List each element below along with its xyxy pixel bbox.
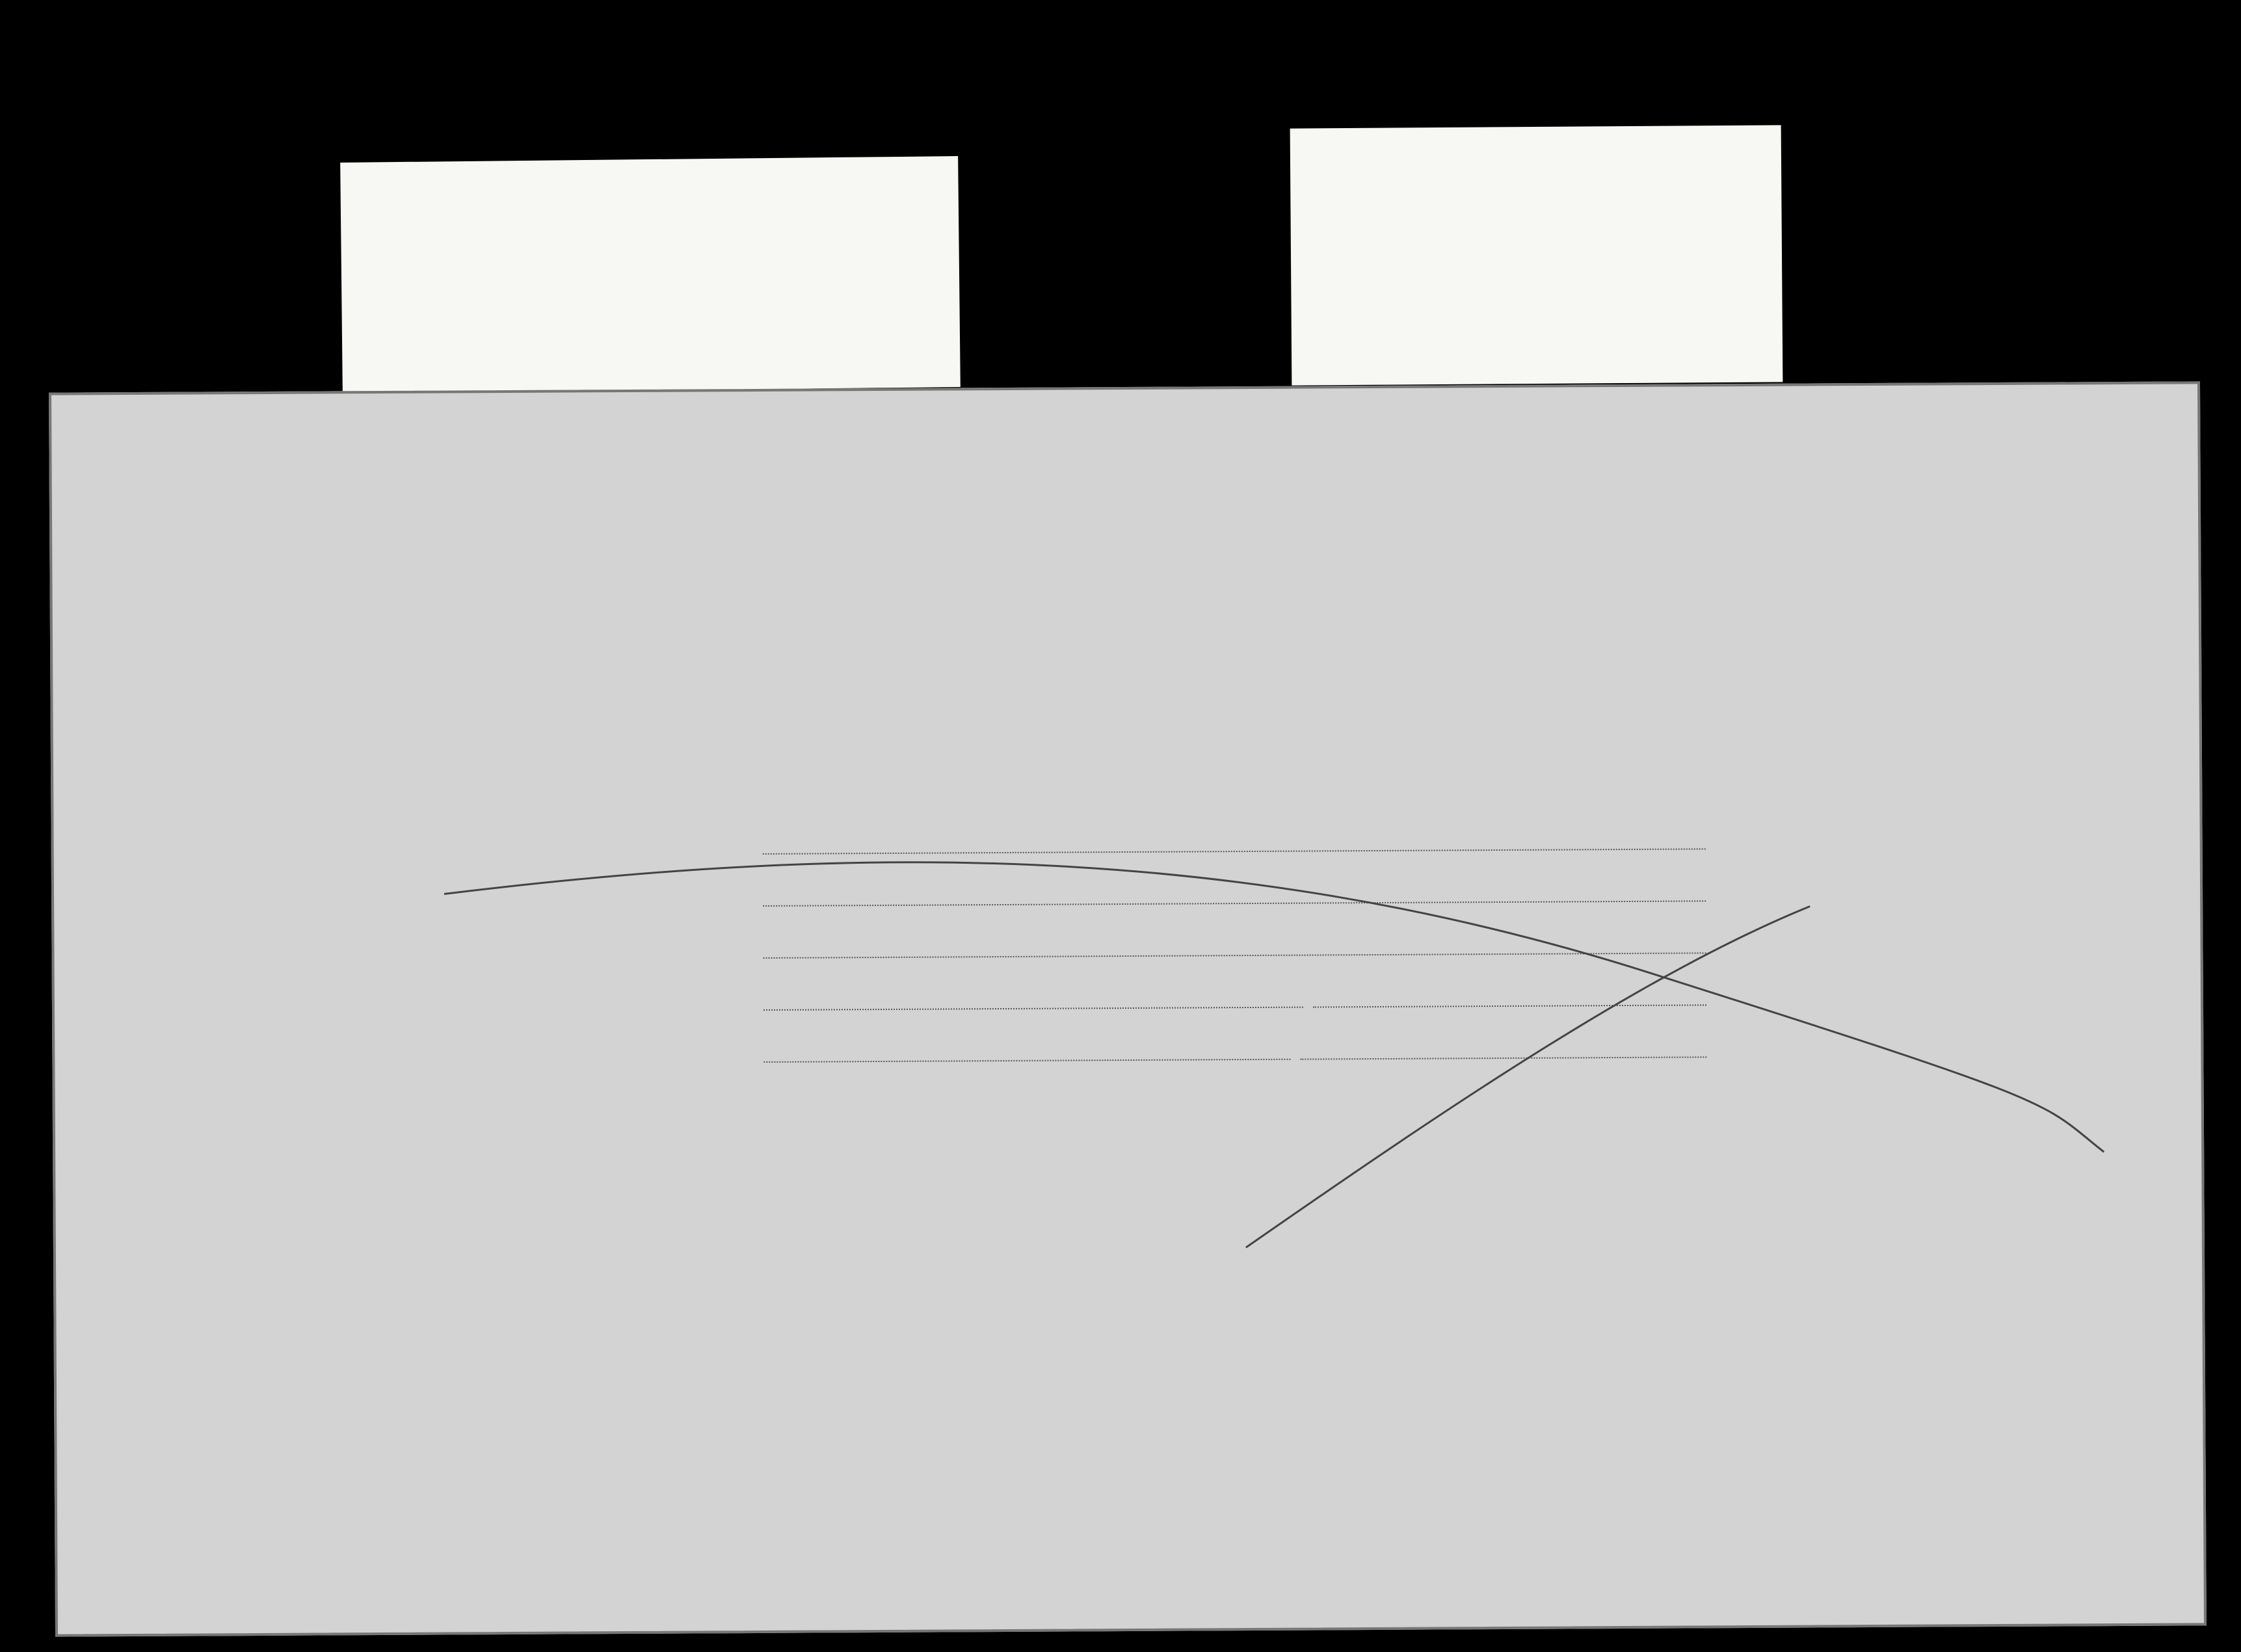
faded-document-label: [340, 156, 961, 393]
census-sheet: [49, 381, 2207, 1636]
pencil-label-ru1: [1290, 200, 1781, 203]
pencil-writing-label: [1290, 125, 1783, 385]
pencil-label-en: [1290, 200, 1781, 203]
faded-label-ru: [341, 228, 959, 234]
pencil-strokes: [51, 384, 2204, 1634]
faded-label-en: [341, 228, 959, 234]
pencil-label-ru2: [1290, 200, 1781, 203]
